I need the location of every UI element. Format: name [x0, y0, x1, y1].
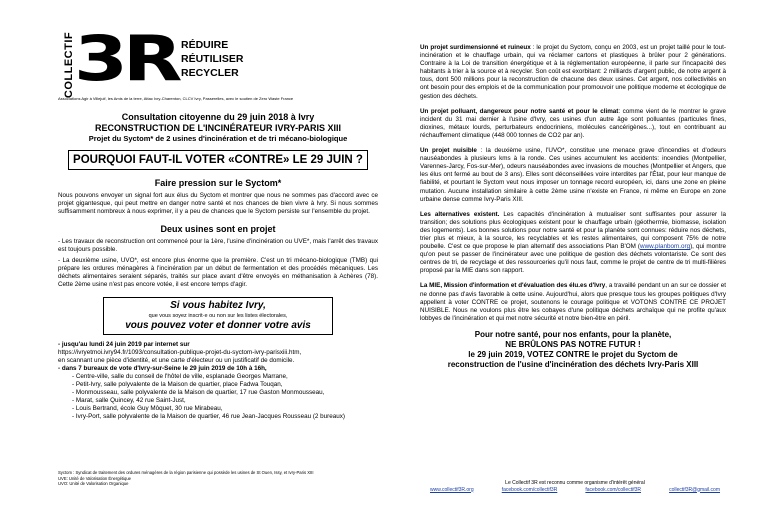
footer-line: Le Collectif 3R est reconnu comme organisme d'intérêt général [505, 480, 645, 486]
document-header [58, 112, 378, 144]
header-line-2: RECONSTRUCTION DE L'INCINÉRATEUR IVRY-PARIS XIII [95, 123, 341, 133]
office-item: - Petit-Ivry, salle polyvalente de la Maison de quartier, place Fadwa Touqan, [72, 381, 378, 389]
footnote: Syctom : Syndicat de traitement des ordures ménagères de la région parisienne qui possède les usines de St Ouen, Issy, et Ivry-Paris XIII [58, 470, 314, 475]
facebook-link[interactable]: facebook.com/collectif3R [501, 486, 558, 493]
footer [430, 480, 720, 493]
footnote: UVE: Unité de Valorisation Énergétique [58, 475, 132, 481]
ivry-voter-box: Si vous habitez Ivry, que vous soyez inscrit·e ou non sur les listes électorales, vous pouvez voter et donner votre avis [103, 297, 333, 335]
paragraph-oversized: Un projet surdimensionné et ruineux : le projet du Syctom, conçu en 2003, est un projet taillé pour le tout-incinération et le chauffage urbain, qui va réclamer cartons et plastiques à brûler pour 2 générations. Contraire à la Loi de transition énergétique et à la réglementation européenne, il parle sur l'incapacité des habitants à trier à la source et à recycler. Son coût est exorbitant: 2 milliards d'argent public, de notre argent à tous, dont 500 millions pour la reconstruction de chacune des deux usines. Cet argent, nos collectivités en ont besoin pour des emplois et de la communication pour promouvoir une politique moderne et écologique de gestion des déchets. [420, 44, 726, 100]
footnotes [58, 470, 378, 487]
offices-list [72, 373, 378, 421]
left-column [58, 28, 378, 506]
footnote: UVO: Unité de Valorisation Organique [58, 481, 129, 486]
section-2-text-1: - Les travaux de reconstruction ont commencé pour la 1ère, l'usine d'incinération ou UVE*, mais l'arrêt des travaux est toujours possible. [58, 238, 378, 253]
paragraph-alternatives: Les alternatives existent. Les capacités d'incinération à mutualiser sont suffisantes pour assurer la transition; des solutions plus écologiques existent pour le chauffage urbain (géothermie, biomasse, isolation des logements). Les bonnes solutions pour notre santé et pour la planète sont connues: réduire nos déchets, trier plus et mieux, à la source, les recyclables et les restes alimentaires, qui composent 75% de notre poubelle. C'est ce que propose le plan alternatif des associations Plan B'OM (www.planbom.org), qui montre qu'on peut se passer de l'incinérateur avec une politique de gestion des déchets volontariste. Ce sont des centres de tri, de recyclage et des ressourceries qu'il nous faut, comme le projet de centre de tri multi-filières proposé par la MIE dans son rapport. [420, 210, 726, 275]
office-item: - Ivry-Port, salle polyvalente de la Maison de quartier, 46 rue Jean-Jacques Rousseau (2 bureaux) [72, 413, 378, 421]
paragraph-mie: La MIE, Mission d'information et d'évaluation des élu.es d'Ivry, a travaillé pendant un an sur ce dossier et ne donne pas d'avis favorable à cette usine. Aujourd'hui, alors que presque tous les groupes politiques d'Ivry appellent à voter CONTRE ce projet, soutenons le courage politique et VOTONS CONTRE CE PROJET NUISIBLE. Nous ne voulons plus être les cobayes d'une politique déchets archaïque qui ne profite qu'aux lobbyes de l'incinération et qui met notre sécurité et notre bien-être en péril. [420, 282, 726, 322]
email-link[interactable]: collectif3R@gmail.com [669, 486, 720, 493]
section-2-text-2: - La deuxième usine, UVO*, est encore plus énorme que la première. C'est un tri mécano-biologique (TMB) qui prépare les ordures ménagères à l'incinération par un début de fermentation et des procédés mécaniques. Les déchets alimentaires seraient séparés, traités sur place avant d'être envoyés en méthanisation à Achères (78). Cette 2ème usine n'est pas encore votée, il est encore temps d'agir. [58, 257, 378, 288]
office-item: - Marat, salle Quincey, 42 rue Saint-Just, [72, 397, 378, 405]
paragraph-harmful: Un projet nuisible : la deuxième usine, l'UVO*, constitue une menace grave d'incendies et d'odeurs nauséabondes à plusieurs kms à la ronde. Ces usines accumulent les accidents: incendies (Montpellier, Varennes-Jarcy, Fos-sur-Mer), odeurs nauséabondes avec invasions de mouches (Montpellier et Angers, que les élus ont fermé au bout de 3 ans). Elles sont déconseillées voire interdites par l'État, pour leur manque de fiabilité, et pourtant le Syctom veut nous imposer un tonnage record européen, ici, dans une zone en pleine mutation. Aucune installation similaire à cette 2ème usine n'existe en France, ni même en Europe en zone urbaine dense comme Ivry-Paris XIII. [420, 147, 726, 203]
logo-collectif: COLLECTIF [63, 31, 76, 99]
paragraph-polluting: Un projet polluant, dangereux pour notre santé et pour le climat: comme vient de le montrer le grave incident du 31 mai dernier à l'usine d'Ivry, ces usines d'un autre âge sont polluantes (particules fines, dioxines, métaux lourds, perturbateurs endocriniens, molécules cancérigènes...), tout en contribuant au réchauffement climatique (448 000 tonnes de CO2 par an). [420, 107, 726, 139]
section-2-title: Deux usines sont en projet [160, 224, 276, 234]
internet-vote-url[interactable]: https://ivryetmoi.ivry94.fr/1093/consultation-publique-projet-du-syctom-ivry-parisxiii.htm, [58, 349, 302, 356]
logo [58, 28, 378, 102]
header-line-3: Projet du Syctom* de 2 usines d'incinération et de tri mécano-biologique [88, 134, 348, 143]
logo-words: RÉDUIRE RÉUTILISER RECYCLER [181, 39, 244, 79]
internet-vote-title: - jusqu'au lundi 24 juin 2019 par internet sur [58, 341, 190, 348]
section-1-title: Faire pression sur le Syctom* [154, 178, 282, 188]
closing-call: Pour notre santé, pour nos enfants, pour la planète, NE BRÛLONS PAS NOTRE FUTUR ! le 29 juin 2019, VOTEZ CONTRE le projet du Syctom de reconstruction de l'usine d'incinération des déchets Ivry-Paris XIII [447, 329, 699, 369]
footer-links [430, 487, 720, 494]
office-item: - Louis Bertrand, école Guy Môquet, 30 rue Mirabeau, [72, 405, 378, 413]
vote-instructions [58, 341, 378, 421]
section-1-text: Nous pouvons envoyer un signal fort aux élus du Syctom et montrer que nous ne sommes pas d'accord avec ce projet gigantesque, qui peut mettre en danger notre santé et nos chances de bien vivre à Ivry. Si nous sommes suffisamment nombreux à nous exprimer, il y a peu de chances que le Syctom persiste sur l'ensemble du projet. [58, 192, 378, 215]
logo-mark: 3R [74, 28, 178, 95]
offices-title: - dans 7 bureaux de vote d'Ivry-sur-Seine le 29 juin 2019 de 10h à 16h, [58, 365, 267, 372]
internet-vote-note: en scannant une pièce d'identité, et une carte d'électeur ou un justificatif de domicile. [58, 357, 295, 364]
logo-tagline: Associations Agir à Villejuif, les Amis de la terre, Attac Ivry-Charenton, CLCV Ivry, Passerelles, avec le soutien de Zero Waste France [58, 96, 294, 101]
header-line-1: Consultation citoyenne du 29 juin 2018 à Ivry [121, 112, 315, 122]
facebook-link-2[interactable]: facebook.com/collectif3R [585, 486, 641, 493]
planbom-link[interactable]: www.planbom.org [640, 243, 691, 251]
office-item: - Monmousseau, salle polyvalente de la Maison de quartier, 17 rue Gaston Monmousseau, [72, 389, 378, 397]
right-column [420, 44, 726, 506]
website-link[interactable]: www.collectif3R.org [430, 486, 474, 493]
main-question: POURQUOI FAUT-IL VOTER «CONTRE» LE 29 JUIN ? [68, 150, 368, 170]
office-item: - Centre-ville, salle du conseil de l'hôtel de ville, esplanade Georges Marrane, [72, 373, 378, 381]
